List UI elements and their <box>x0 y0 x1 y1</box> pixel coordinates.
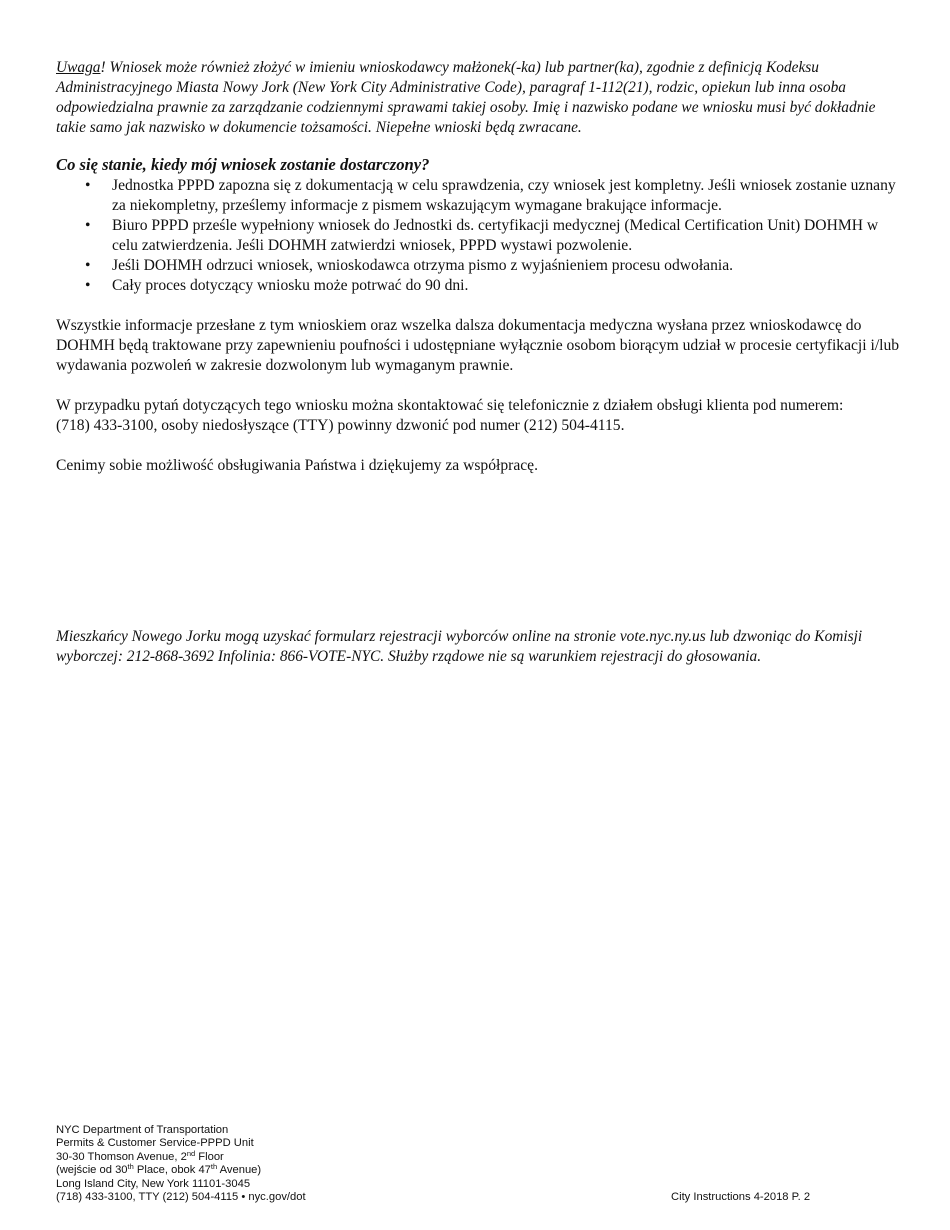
contact-intro: W przypadku pytań dotyczących tego wniosku można skontaktować się telefonicznie z działem obsługi klienta pod numerem: <box>56 397 844 414</box>
address-line: (718) 433-3100, TTY (212) 504-4115 • nyc.gov/dot <box>56 1191 306 1204</box>
address-text: 30-30 Thomson Avenue, 2 <box>56 1150 187 1163</box>
process-bullet-list <box>56 176 901 296</box>
bullet-text: Jeśli DOHMH odrzuci wniosek, wnioskodawca otrzyma pismo z wyjaśnieniem procesu odwołania. <box>112 257 734 274</box>
address-text: Floor <box>195 1150 224 1163</box>
notice-text: ! Wniosek może również złożyć w imieniu wnioskodawcy małżonek(-ka) lub partner(ka), zgodnie z definicją Kodeksu Administracyjnego Miasta Nowy Jork (New York City Administrative Code), paragraf 1-112(21), rodzic, opiekun lub inna osoba odpowiedzialna prawnie za zarządzanie codziennymi sprawami takiej osoby. Imię i nazwisko podane we wniosku musi być dokładnie takie samo jak nazwisko w dokumencie tożsamości. Niepełne wnioski będą zwracane. <box>56 59 876 136</box>
ordinal-suffix: nd <box>186 1148 196 1158</box>
page-number-label: City Instructions 4-2018 P. 2 <box>671 1191 811 1203</box>
address-text: Place, obok 47 <box>133 1164 211 1177</box>
bullet-item <box>56 276 901 296</box>
bullet-item <box>56 216 901 256</box>
bullet-text: Jednostka PPPD zapozna się z dokumentacją w celu sprawdzenia, czy wniosek jest kompletny. Jeśli wniosek zostanie uznany za niekompletny, prześlemy informacje z pismem wskazującym wymagane brakujące informacje. <box>112 177 896 214</box>
thanks-paragraph: Cenimy sobie możliwość obsługiwania Państwa i dziękujemy za współpracę. <box>56 457 538 474</box>
address-line: Long Island City, New York 11101-3045 <box>56 1177 251 1190</box>
bullet-text: Biuro PPPD prześle wypełniony wniosek do Jednostki ds. certyfikacji medycznej (Medical Certification Unit) DOHMH w celu zatwierdzenia. Jeśli DOHMH zatwierdzi wniosek, PPPD wystawi pozwolenie. <box>112 217 879 254</box>
bullet-icon: • <box>85 277 91 294</box>
address-line <box>56 1164 306 1177</box>
address-line: Permits & Customer Service-PPPD Unit <box>56 1137 254 1150</box>
address-text: Avenue) <box>217 1164 262 1177</box>
section-heading: Co się stanie, kiedy mój wniosek zostanie dostarczony? <box>56 155 430 174</box>
address-text: (wejście od 30 <box>56 1164 128 1177</box>
bullet-icon: • <box>85 177 91 194</box>
ordinal-suffix: th <box>210 1162 218 1172</box>
address-line <box>56 1148 306 1164</box>
address-line: NYC Department of Transportation <box>56 1124 229 1136</box>
confidentiality-paragraph: Wszystkie informacje przesłane z tym wnioskiem oraz wszelka dalsza dokumentacja medyczna wysłana przez wnioskodawcę do DOHMH będą traktowane przy zapewnieniu poufności i udostępniane wyłącznie osobom biorącym udział w procesie certyfikacji i/lub wydawania pozwoleń w zakresie dozwolonym lub wymaganym prawnie. <box>56 317 900 374</box>
bullet-item <box>56 256 901 276</box>
contact-block <box>56 396 901 436</box>
bullet-icon: • <box>85 257 91 274</box>
document-body <box>56 58 901 476</box>
bullet-icon: • <box>85 217 91 234</box>
ordinal-suffix: th <box>127 1162 134 1172</box>
notice-paragraph <box>56 58 901 138</box>
bullet-item <box>56 176 901 216</box>
contact-phones: (718) 433-3100, osoby niedosłyszące (TTY) powinny dzwonić pod numer (212) 504-4115. <box>56 417 625 434</box>
notice-label: Uwaga <box>56 59 101 76</box>
footer-address <box>56 1124 306 1204</box>
voter-registration-note: Mieszkańcy Nowego Jorku mogą uzyskać formularz rejestracji wyborców online na stronie vote.nyc.ny.us lub dzwoniąc do Komisji wyborczej: 212-868-3692 Infolinia: 866-VOTE-NYC. Służby rządowe nie są warunkiem rejestracji do głosowania. <box>56 628 863 665</box>
bullet-text: Cały proces dotyczący wniosku może potrwać do 90 dni. <box>112 277 469 294</box>
